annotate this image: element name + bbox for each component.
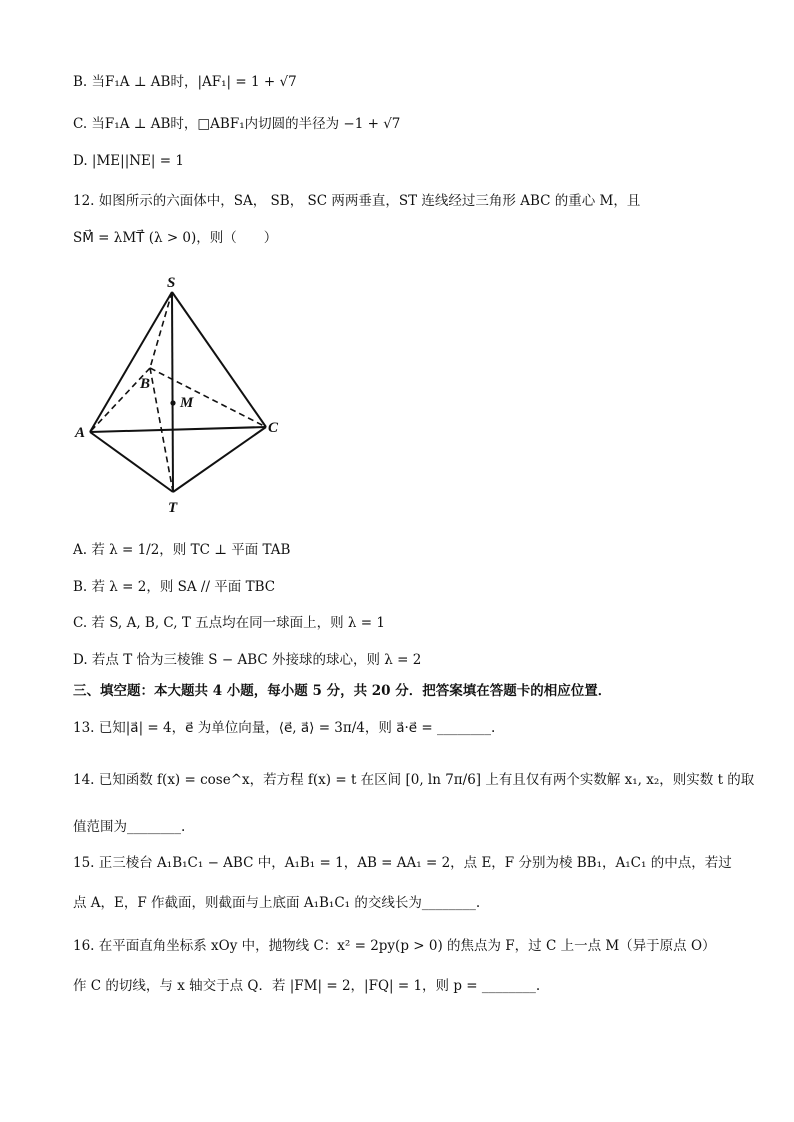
label-c: C <box>268 420 279 436</box>
option-d-q11: D. |ME||NE| = 1 <box>73 153 184 169</box>
question-16-line2: 作 C 的切线，与 x 轴交于点 Q．若 |FM| = 2，|FQ| = 1，则 p = ________. <box>73 978 541 994</box>
label-b: B <box>140 376 151 392</box>
label-t: T <box>168 500 178 516</box>
question-12-stem: 12. 如图所示的六面体中，SA， SB， SC 两两垂直，ST 连线经过三角形 ABC 的重心 M，且 <box>73 193 641 209</box>
option-c-q12: C. 若 S, A, B, C, T 五点均在同一球面上，则 λ = 1 <box>73 615 385 631</box>
option-b-q12: B. 若 λ = 2，则 SA // 平面 TBC <box>73 579 276 595</box>
label-m: M <box>180 395 194 411</box>
option-b-q11: B. 当F₁A ⊥ AB时，|AF₁| = 1 + √7 <box>73 74 297 90</box>
option-a-q12: A. 若 λ = 1/2，则 TC ⊥ 平面 TAB <box>73 542 291 558</box>
question-13: 13. 已知|a⃗| = 4，e⃗ 为单位向量，⟨e⃗, a⃗⟩ = 3π/4，则 a⃗·e⃗ = ________. <box>73 720 496 736</box>
question-15-line2: 点 A，E，F 作截面，则截面与上底面 A₁B₁C₁ 的交线长为________. <box>73 895 481 911</box>
section-3-heading: 三、填空题：本大题共 4 小题，每小题 5 分，共 20 分．把答案填在答题卡的相应位置． <box>73 683 612 699</box>
question-12-condition: SM⃗ = λMT⃗ (λ > 0)，则（ ） <box>73 230 278 246</box>
hexahedron-diagram <box>70 270 300 520</box>
label-a: A <box>75 425 86 441</box>
question-15-line1: 15. 正三棱台 A₁B₁C₁ − ABC 中，A₁B₁ = 1，AB = AA₁ = 2，点 E，F 分别为棱 BB₁，A₁C₁ 的中点，若过 <box>73 855 732 871</box>
question-14-line2: 值范围为________. <box>73 819 186 835</box>
hexahedron-figure <box>70 270 300 520</box>
option-c-q11: C. 当F₁A ⊥ AB时，□ABF₁内切圆的半径为 −1 + √7 <box>73 116 401 132</box>
option-d-q12: D. 若点 T 恰为三棱锥 S − ABC 外接球的球心，则 λ = 2 <box>73 652 422 668</box>
question-16-line1: 16. 在平面直角坐标系 xOy 中，抛物线 C：x² = 2py(p > 0) 的焦点为 F，过 C 上一点 M（异于原点 O） <box>73 938 716 954</box>
label-s: S <box>167 275 176 291</box>
question-14-line1: 14. 已知函数 f(x) = cose^x，若方程 f(x) = t 在区间 [0, ln 7π/6] 上有且仅有两个实数解 x₁, x₂，则实数 t 的取 <box>73 772 755 788</box>
